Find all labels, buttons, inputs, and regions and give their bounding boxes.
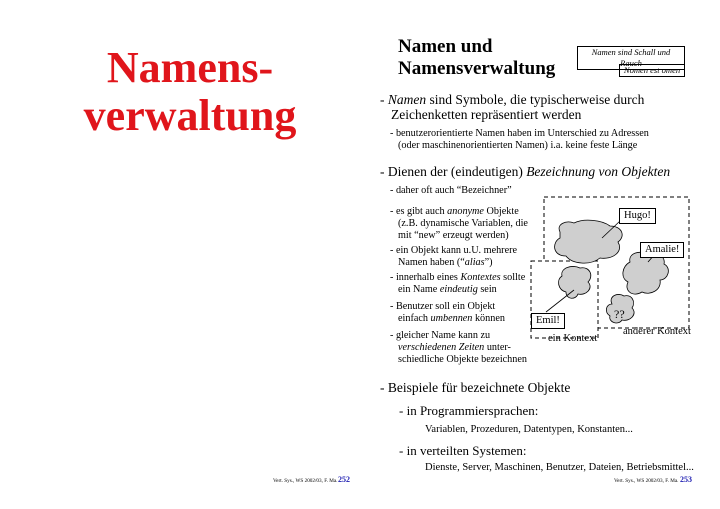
sub-bullet-kontext: - innerhalb eines Kontextes sollte [390, 272, 526, 283]
sub-bullet-zeiten-2: verschiedenen Zeiten unter- [398, 342, 511, 353]
label-emil: Emil! [531, 313, 565, 329]
label-ein-kontext: ein Kontext [548, 333, 598, 344]
label-unknown: ?? [614, 307, 625, 321]
right-title-line1: Namen und [398, 36, 493, 57]
sub-bullet-zeiten: - gleicher Name kann zu [390, 330, 491, 341]
emphasis-bezeichnung: Bezeichnung von Objekten [526, 164, 671, 179]
emphasis-namen: Namen [387, 92, 427, 107]
sub-bullet-kontext-2: ein Name eindeutig sein [398, 284, 497, 295]
right-title-line2: Namensverwaltung [398, 58, 556, 79]
left-title-line1: Namens- [106, 43, 274, 92]
object-blob-hugo [555, 220, 623, 263]
sub-bullet-umbennen: - Benutzer soll ein Objekt [390, 301, 496, 312]
right-footer-text: Vert. Sys., WS 2002/03, F. Ma. [614, 478, 679, 484]
sub-bullet-bezeichner: - daher oft auch “Bezeichner” [390, 185, 512, 196]
sub-bullet-programmiersprachen: - in Programmiersprachen: [399, 403, 539, 418]
object-blob-amalie [623, 252, 668, 294]
sub-bullet-anonyme: - es gibt auch anonyme Objekte [390, 206, 519, 217]
sub-bullet-laenge-1: - benutzerorientierte Namen haben im Unterschied zu Adressen [390, 128, 649, 139]
detail-verteilte-systeme: Dienste, Server, Maschinen, Benutzer, Dateien, Betriebsmittel... [425, 462, 694, 473]
sub-bullet-zeiten-3: schiedliche Objekte bezeichnen [398, 354, 527, 365]
sub-bullet-alias-2: Namen haben (“alias”) [398, 257, 493, 268]
sub-bullet-laenge-2: (oder maschinenorientierten Namen) i.a. keine feste Länge [398, 140, 638, 151]
left-footer-text: Vert. Sys., WS 2002/03, F. Ma. [273, 478, 338, 484]
sub-bullet-umbennen-2: einfach umbennen können [398, 313, 505, 324]
label-anderer-kontext: anderer Kontext [623, 326, 691, 337]
bullet-bezeichnung: - Dienen der (eindeutigen) Bezeichnung von Objekten [380, 164, 671, 179]
bullet-namen-line2: Zeichenketten repräsentiert werden [391, 107, 582, 122]
left-title-line2: verwaltung [83, 91, 297, 140]
sub-bullet-anonyme-3: mit “new” erzeugt werden) [398, 230, 509, 241]
sub-bullet-verteilte-systeme: - in verteilten Systemen: [399, 443, 527, 458]
label-hugo: Hugo! [619, 208, 656, 224]
left-page-number: 252 [338, 475, 350, 484]
bullet-beispiele: - Beispiele für bezeichnete Objekte [380, 380, 571, 395]
right-page-number: 253 [680, 475, 692, 484]
label-amalie: Amalie! [640, 242, 684, 258]
sub-bullet-alias: - ein Objekt kann u.U. mehrere [390, 245, 518, 256]
sub-bullet-anonyme-2: (z.B. dynamische Variablen, die [398, 218, 528, 229]
quote-tag-nomen-omen: Nomen est omen [619, 64, 685, 77]
detail-programmiersprachen: Variablen, Prozeduren, Datentypen, Konstanten... [425, 424, 633, 435]
quote-tag-schall-rauch: Namen sind Schall und Rauch [577, 46, 685, 70]
bullet-namen: - Namen sind Symbole, die typischerweise durch [380, 92, 645, 107]
